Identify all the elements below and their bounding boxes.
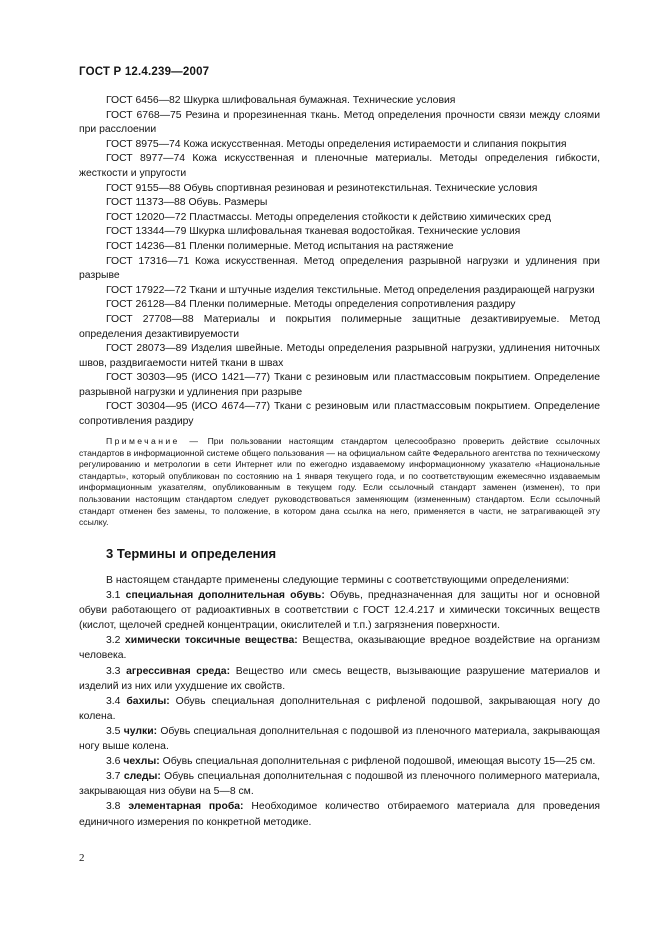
reference-item: ГОСТ 8975—74 Кожа искусственная. Методы определения истираемости и слипания покрытия — [106, 138, 567, 150]
term-name: специальная дополнительная обувь: — [125, 590, 325, 602]
reference-item: ГОСТ 14236—81 Пленки полимерные. Метод испытания на растяжение — [106, 240, 454, 252]
reference-item: ГОСТ 6456—82 Шкурка шлифовальная бумажная. Технические условия — [106, 95, 456, 106]
term-name: чехлы: — [123, 756, 160, 768]
term-name: чулки: — [123, 725, 158, 737]
reference-item: ГОСТ 26128—84 Пленки полимерные. Методы определения сопротивления раздиру — [106, 299, 516, 311]
term-number: 3.3 — [106, 665, 121, 677]
note-label: Примечание — — [106, 436, 201, 446]
term-definition: Обувь специальная дополнительная с подошвой из пленочного материала, закрывающая ногу выше колена. — [79, 725, 600, 753]
term-name: бахилы: — [126, 695, 170, 707]
term-definition: Необходимое количество отбираемого материала для проведения единичного измерения по конкретной методике. — [79, 801, 600, 828]
term-definition: Обувь специальная дополнительная с рифленой подошвой, закрывающая ногу до колена. — [79, 695, 601, 722]
reference-item: ГОСТ 17922—72 Ткани и штучные изделия текстильные. Метод определения раздирающей нагрузки — [106, 284, 595, 296]
note-paragraph — [79, 436, 600, 529]
reference-item: ГОСТ 13344—79 Шкурка шлифовальная тканевая водостойкая. Технические условия — [106, 226, 521, 238]
term-name: агрессивная среда: — [126, 665, 231, 677]
term-name: следы: — [123, 771, 161, 783]
term-name: элементарная проба: — [128, 801, 244, 813]
term-number: 3.4 — [106, 695, 121, 707]
term-number: 3.5 — [106, 725, 121, 737]
term-definition: Обувь специальная дополнительная с рифленой подошвой, имеющая высоту 15—25 см. — [162, 756, 596, 768]
term-definition: Вещество или смесь веществ, вызывающие разрушение материалов и изделий из них или ухудшение их свойств. — [79, 665, 601, 692]
term-number: 3.2 — [106, 635, 121, 647]
term-item — [79, 754, 600, 769]
reference-item: ГОСТ 11373—88 Обувь. Размеры — [106, 197, 268, 209]
note-block — [79, 436, 600, 529]
term-definition: Обувь, предназначенная для защиты ног и основной обуви работающего от радиоактивных в соответствии с ГОСТ 12.4.217 и химически токсичных веществ (кислот, щелочей средней концентрации, окислителей и т.п.) загрязнения поверхности. — [79, 590, 600, 632]
term-number: 3.6 — [106, 756, 121, 768]
reference-item: ГОСТ 30304—95 (ИСО 4674—77) Ткани с резиновым или пластмассовым покрытием. Определение сопротивления раздиру — [79, 401, 600, 428]
term-item — [79, 799, 600, 829]
term-name: химически токсичные вещества: — [125, 635, 298, 647]
term-item — [79, 724, 600, 754]
term-number: 3.7 — [106, 771, 121, 783]
reference-item: ГОСТ 30303—95 (ИСО 1421—77) Ткани с резиновым или пластмассовым покрытием. Определение разрывной нагрузки и удлинения при разрыве — [79, 372, 600, 398]
term-number: 3.1 — [106, 590, 121, 602]
term-definition: Вещества, оказывающие вредное воздействие на организм человека. — [79, 635, 601, 662]
reference-item: ГОСТ 27708—88 Материалы и покрытия полимерные защитные дезактивируемые. Метод определения дезактивируемости — [79, 313, 600, 340]
terms-list — [79, 573, 600, 830]
reference-item: ГОСТ 17316—71 Кожа искусственная. Метод определения разрывной нагрузки и удлинения при разрыве — [79, 255, 600, 282]
term-definition: Обувь специальная дополнительная с подошвой из пленочного полимерного материала, закрывающая низ обуви на 5—8 см. — [79, 771, 601, 798]
reference-item: ГОСТ 8977—74 Кожа искусственная и пленочные материалы. Методы определения гибкости, жесткости и упругости — [79, 153, 600, 179]
page-number: 2 — [79, 852, 85, 864]
reference-item: ГОСТ 12020—72 Пластмассы. Методы определения стойкости к действию химических сред — [106, 211, 551, 223]
term-item — [79, 633, 600, 663]
document-header: ГОСТ Р 12.4.239—2007 — [79, 66, 210, 78]
term-number: 3.8 — [106, 801, 121, 813]
term-item — [79, 664, 600, 694]
terms-intro: В настоящем стандарте применены следующие термины с соответствующими определениями: — [106, 575, 570, 586]
reference-item: ГОСТ 9155—88 Обувь спортивная резиновая и резинотекстильная. Технические условия — [106, 182, 538, 194]
reference-item: ГОСТ 28073—89 Изделия швейные. Методы определения разрывной нагрузки, удлинения ниточных швов, раздвигаемости нитей ткани в швах — [79, 343, 600, 369]
term-item — [79, 769, 600, 799]
section-title: 3 Термины и определения — [106, 546, 277, 561]
term-item — [79, 588, 600, 633]
note-text: При пользовании настоящим стандартом целесообразно проверить действие ссылочных стандартов в информационной системе общего пользования — на официальном сайте Федерального агентства по техническому регулированию и метрологии в сети Интернет или по ежегодно издаваемому информационному указателю «Национальные стандарты», который опубликован по состоянию на 1 января текущего года, и по соответствующим ежемесячно издаваемым информационным указателям, опубликованным в текущем году. Если ссылочный стандарт заменен (изменен), то при пользовании настоящим стандартом следует руководствоваться заменяющим (измененным) стандартом. Если ссылочный стандарт отменен без замены, то положение, в котором дана ссылка на него, применяется в части, не затрагивающей эту ссылку. — [79, 436, 600, 528]
normative-references-list — [79, 94, 600, 430]
term-item — [79, 694, 600, 724]
reference-item: ГОСТ 6768—75 Резина и прорезиненная ткань. Метод определения прочности связи между слоями при расслоении — [79, 109, 600, 136]
